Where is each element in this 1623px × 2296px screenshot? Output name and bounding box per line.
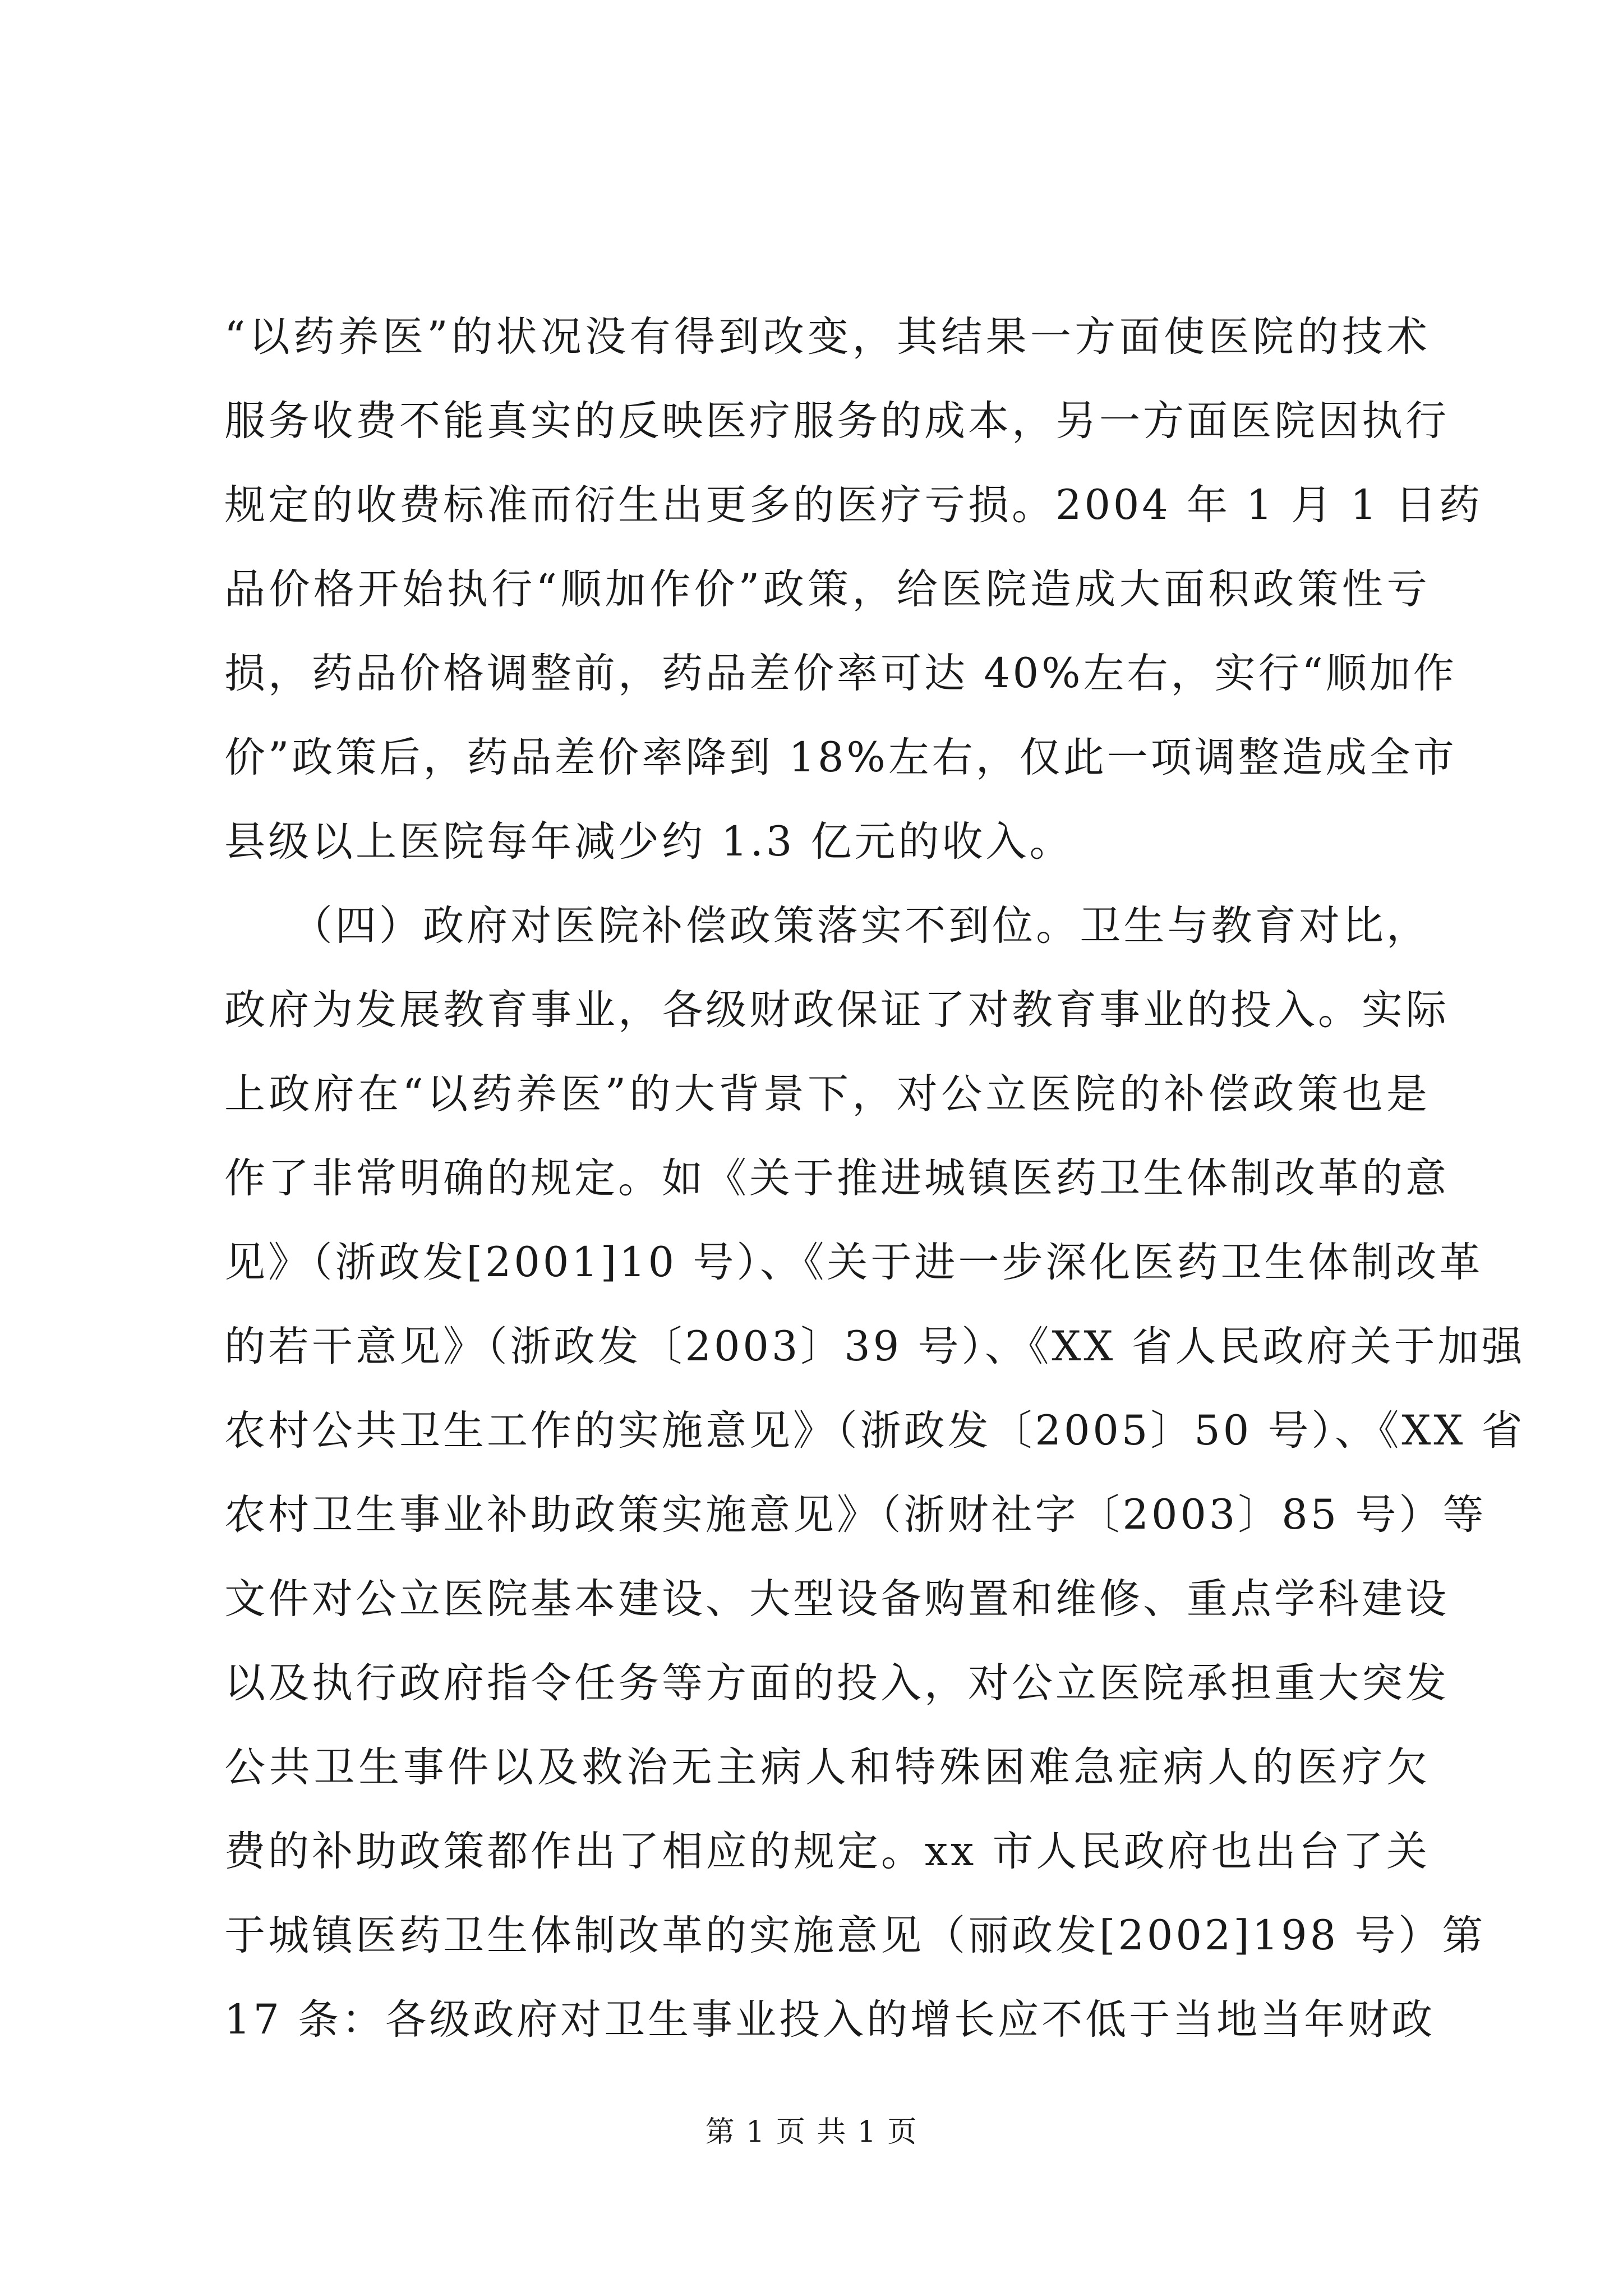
text-line: 费的补助政策都作出了相应的规定。xx 市人民政府也出台了关 [224,1828,1430,1875]
document-body [224,295,1525,2062]
text-line: 的若干意见》（浙政发〔2003〕39 号）、《XX 省人民政府关于加强 [224,1323,1525,1370]
text-line: 上政府在“以药养医”的大背景下，对公立医院的补偿政策也是 [224,1070,1430,1118]
text-line: 农村卫生事业补助政策实施意见》（浙财社字〔2003〕85 号）等 [224,1491,1487,1539]
paragraph-government-compensation [224,884,1525,2062]
text-line: 县级以上医院每年减少约 1.3 亿元的收入。 [224,818,1073,866]
text-line: （四）政府对医院补偿政策落实不到位。卫生与教育对比， [224,902,1430,950]
text-line: 价”政策后，药品差价率降到 18%左右，仅此一项调整造成全市 [224,734,1457,781]
text-line: 服务收费不能真实的反映医疗服务的成本，另一方面医院因执行 [224,397,1449,445]
text-line: 公共卫生事件以及救治无主病人和特殊困难急症病人的医疗欠 [224,1743,1430,1791]
text-line: 农村公共卫生工作的实施意见》（浙政发〔2005〕50 号）、《XX 省 [224,1407,1525,1455]
paragraph-pricing-losses [224,295,1483,884]
text-line: 作了非常明确的规定。如《关于推进城镇医药卫生体制改革的意 [224,1154,1449,1202]
text-line: 品价格开始执行“顺加作价”政策，给医院造成大面积政策性亏 [224,565,1430,613]
text-line: 规定的收费标准而衍生出更多的医疗亏损。2004 年 1 月 1 日药 [224,481,1483,529]
text-line: 于城镇医药卫生体制改革的实施意见（丽政发[2002]198 号）第 [224,1912,1486,1959]
text-line: 损，药品价格调整前，药品差价率可达 40%左右，实行“顺加作 [224,650,1457,697]
text-line: 文件对公立医院基本建设、大型设备购置和维修、重点学科建设 [224,1575,1449,1623]
text-line: “以药养医”的状况没有得到改变，其结果一方面使医院的技术 [224,313,1430,361]
text-line: 以及执行政府指令任务等方面的投入，对公立医院承担重大突发 [224,1659,1449,1707]
text-line: 见》（浙政发[2001]10 号）、《关于进一步深化医药卫生体制改革 [224,1239,1483,1286]
text-line: 政府为发展教育事业，各级财政保证了对教育事业的投入。实际 [224,986,1449,1034]
text-line: 17 条：各级政府对卫生事业投入的增长应不低于当地当年财政 [224,1996,1436,2044]
page-footer: 第 1 页 共 1 页 [705,2115,918,2149]
